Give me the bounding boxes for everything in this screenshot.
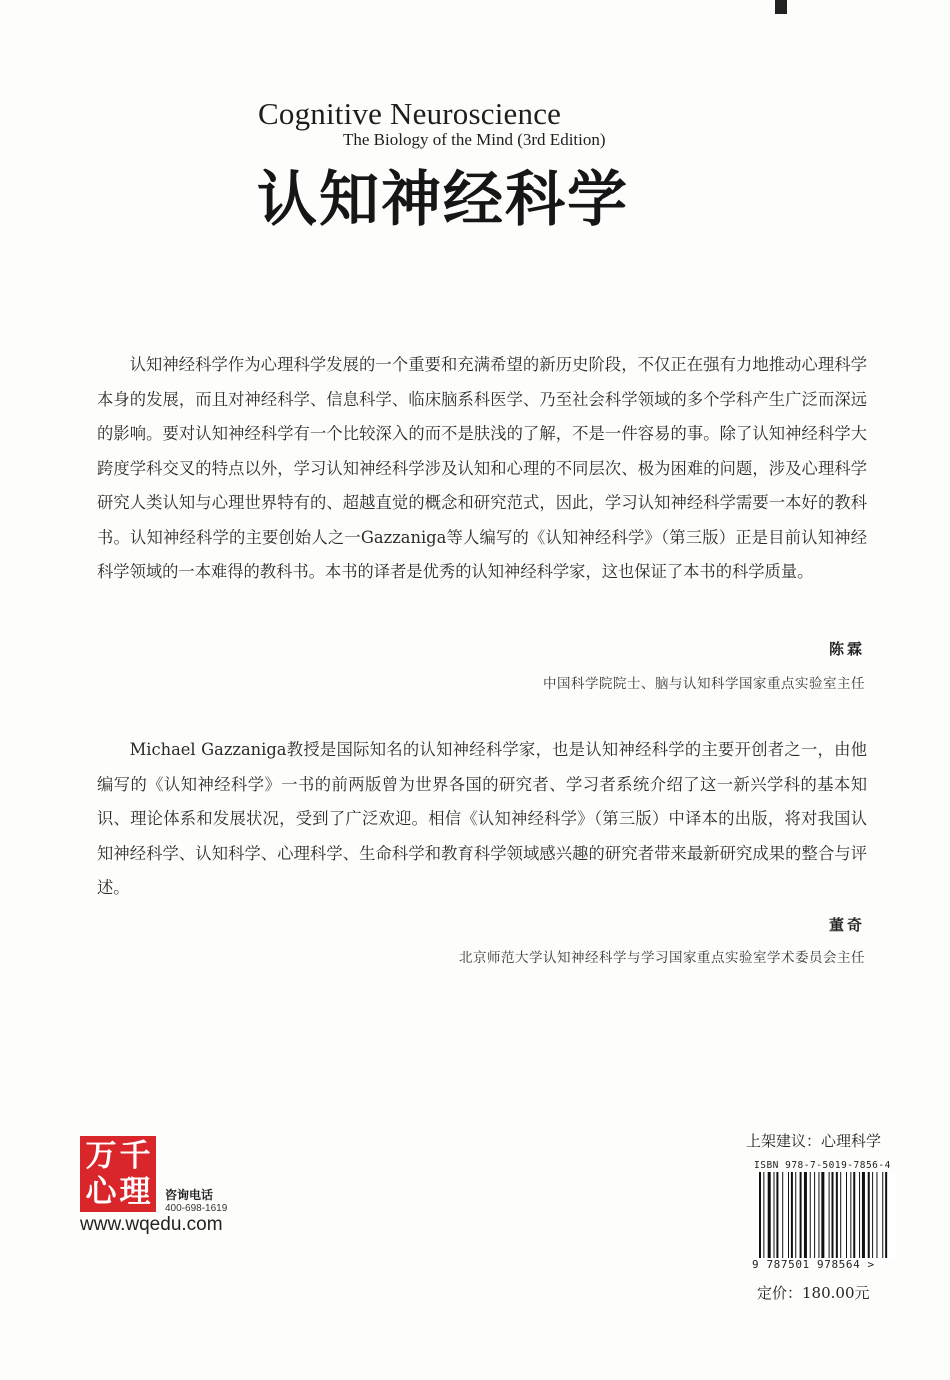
barcode-bar — [840, 1172, 841, 1258]
barcode-bar — [882, 1172, 883, 1258]
logo-char: 万 — [85, 1137, 117, 1174]
barcode-bar — [868, 1172, 870, 1258]
barcode-bar — [846, 1172, 847, 1258]
print-registration-mark — [775, 0, 787, 14]
barcode-bar — [836, 1172, 838, 1258]
logo-char: 理 — [119, 1173, 151, 1210]
logo-char: 千 — [119, 1137, 151, 1174]
barcode-bar — [791, 1172, 793, 1258]
review-2-author: 董奇 — [828, 916, 865, 934]
barcode-bar — [872, 1172, 873, 1258]
consult-phone-label: 咨询电话 — [165, 1188, 214, 1202]
barcode-bar — [829, 1172, 830, 1258]
barcode-bar — [859, 1172, 860, 1258]
barcode-bar — [885, 1172, 887, 1258]
barcode-bar — [821, 1172, 824, 1258]
barcode-bar — [804, 1172, 807, 1258]
isbn-text: ISBN 978-7-5019-7856-4 — [754, 1160, 891, 1171]
barcode-bar — [795, 1172, 796, 1258]
review-1-body: 认知神经科学作为心理科学发展的一个重要和充满希望的新历史阶段，不仅正在强有力地推动心理科学本身的发展，而且对神经科学、信息科学、临床脑系科医学、乃至社会科学领域的多个学科产生广泛而深远的影响。要对认知神经科学有一个比较深入的而不是肤浅的了解，不是一件容易的事。除了认知神经科学大跨度学科交叉的特点以外，学习认知神经科学涉及认知和心理的不同层次、极为困难的问题，涉及心理科学研究人类认知与心理世界特有的、超越直觉的概念和研究范式，因此，学习认知神经科学需要一本好的教科书。认知神经科学的主要创始人之一Gazzaniga等人编写的《认知神经科学》（第三版）正是目前认知神经科学领域的一本难得的教科书。本书的译者是优秀的认知神经科学家，这也保证了本书的科学质量。 — [97, 355, 867, 581]
consult-phone-number: 400-698-1619 — [165, 1203, 228, 1214]
review-2-body: Michael Gazzaniga教授是国际知名的认知神经科学家，也是认知神经科学的主要开创者之一，由他编写的《认知神经科学》一书的前两版曾为世界各国的研究者、学习者系统介绍了这一新兴学科的基本知识、理论体系和发展状况，受到了广泛欢迎。相信《认知神经科学》（第三版）中译本的出版，将对我国认知神经科学、认知科学、心理科学、生命科学和教育科学领域感兴趣的研究者带来最新研究成果的整合与评述。 — [97, 740, 867, 897]
review-2-author-title: 北京师范大学认知神经科学与学习国家重点实验室学术委员会主任 — [459, 950, 865, 966]
book-title-english: Cognitive Neuroscience — [258, 96, 562, 131]
book-title-chinese: 认知神经科学 — [257, 165, 629, 235]
barcode-bar — [814, 1172, 815, 1258]
publisher-logo — [80, 1136, 156, 1212]
review-1-text — [97, 348, 867, 590]
barcode-bar — [768, 1172, 771, 1258]
barcode-bar — [853, 1172, 855, 1258]
barcode-bar — [876, 1172, 877, 1258]
barcode-bar — [788, 1172, 789, 1258]
barcode-bar — [818, 1172, 819, 1258]
barcode-bar — [759, 1172, 761, 1258]
barcode-bar — [774, 1172, 775, 1258]
barcode-bar — [776, 1172, 778, 1258]
shelf-suggestion: 上架建议：心理科学 — [746, 1132, 882, 1150]
logo-char: 心 — [85, 1173, 117, 1210]
publisher-website: www.wqedu.com — [80, 1214, 223, 1235]
barcode-bar — [832, 1172, 834, 1258]
barcode-bar — [782, 1172, 783, 1258]
book-price: 定价：180.00元 — [757, 1284, 870, 1302]
isbn-barcode — [757, 1172, 895, 1260]
barcode-bar — [800, 1172, 802, 1258]
review-1-author-title: 中国科学院院士、脑与认知科学国家重点实验室主任 — [543, 676, 865, 692]
book-subtitle-english: The Biology of the Mind (3rd Edition) — [343, 130, 606, 149]
barcode-bar — [810, 1172, 811, 1258]
barcode-digits: 9 787501 978564 > — [752, 1258, 875, 1271]
review-1-author: 陈霖 — [828, 640, 865, 658]
barcode-bar — [763, 1172, 764, 1258]
barcode-bar — [850, 1172, 851, 1258]
barcode-bar — [862, 1172, 865, 1258]
review-2-text — [97, 733, 867, 906]
